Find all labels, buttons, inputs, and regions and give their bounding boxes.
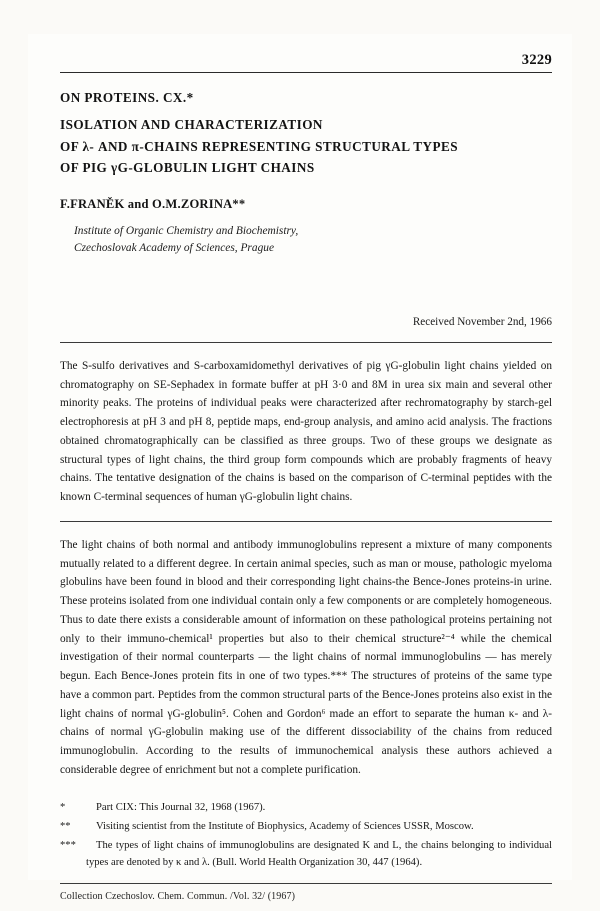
footnote-text: Visiting scientist from the Institute of Biophysics, Academy of Sciences USSR, Moscow. — [96, 821, 474, 832]
footnote-marker: * — [60, 801, 66, 813]
affiliation-line-1: Institute of Organic Chemistry and Biochemistry, — [74, 224, 299, 237]
body-paragraph: The light chains of both normal and antibody immunoglobulins represent a mixture of many components mutually related to a different degree. In certain animal species, such as man or mouse, pathologic myeloma globulins have been found in blood and their corresponding light chains-the Bence-Jones proteins-in urine. These proteins isolated from one individual contain only a few components or are completely homogeneous. Thus to date there exists a considerable amount of information on these pathological proteins pertaining not only to their immuno-chemical¹ properties but also to their chemical structure²⁻⁴ while the chemical investigation of their normal counterparts — the light chains of normal immunoglobulins — has merely begun. Each Bence-Jones protein fits in one of two types.*** The structures of proteins of the same type have a common part. Peptides from the common structural parts of the Bence-Jones proteins also exist in the light chains of normal γG-globulin⁵. Cohen and Gordon⁶ made an effort to separate the human κ- and λ-chains of normal γG-globulin making use of the different dissociability of the chains from reduced immunoglobulin. According to the results of immunochemical analysis these authors achieved a considerable degree of enrichment but not a complete purification. — [60, 538, 552, 776]
footnote-item — [60, 800, 552, 816]
abstract-top-divider — [60, 342, 552, 343]
paper-sheet — [28, 34, 572, 903]
journal-footer: Collection Czechoslov. Chem. Commun. /Vol. 32/ (1967) — [60, 891, 296, 903]
affiliation-line-2: Czechoslovak Academy of Sciences, Prague — [74, 242, 275, 255]
article-title — [60, 87, 552, 179]
title-line-2: ISOLATION AND CHARACTERIZATION — [60, 117, 323, 133]
title-line-1: ON PROTEINS. CX.* — [60, 90, 194, 105]
title-line-4: OF PIG γG-GLOBULIN LIGHT CHAINS — [60, 160, 315, 176]
abstract-text: The S-sulfo derivatives and S-carboxamidomethyl derivatives of pig γG-globulin light chains yielded on chromatography on SE-Sephadex in formate buffer at pH 3·0 and 8M in urea six main and several other minority peaks. The proteins of individual peaks were characterized after rechromatography by starch-gel electrophoresis at pH 3 and pH 8, peptide maps, end-group analysis, and amino acid analysis. The fractions obtained chromatographically can be classified as three groups. Two of these groups we designate as structural types of light chains, the third group form compounds which are probably fragments of heavy chains. The tentative designation of the chains is based on the comparison of C-terminal peptides with the known C-terminal sequences of human γG-globulin light chains. — [60, 359, 552, 504]
footnote-marker: *** — [60, 840, 76, 852]
footnote-text: The types of light chains of immunoglobulins are designated K and L, the chains belonging to individual types are denoted by κ and λ. (Bull. World Health Organization 30, 447 (1964). — [86, 840, 552, 868]
footnote-item — [60, 838, 552, 871]
footnotes-block — [60, 800, 552, 872]
page-number: 3229 — [521, 52, 552, 68]
footnote-marker: ** — [60, 821, 71, 832]
abstract-bottom-divider — [60, 521, 552, 522]
received-date: Received November 2nd, 1966 — [412, 315, 552, 328]
footnote-text: Part CIX: This Journal 32, 1968 (1967). — [96, 801, 266, 813]
title-line-3: OF λ- AND π-CHAINS REPRESENTING STRUCTURAL TYPES — [60, 138, 459, 154]
page-content — [60, 44, 552, 902]
footer-divider — [60, 883, 552, 884]
affiliation — [74, 223, 552, 258]
author-list: F.FRANĚK and O.M.ZORINA** — [60, 196, 246, 211]
footnote-item — [60, 819, 552, 835]
header-divider — [60, 72, 552, 73]
